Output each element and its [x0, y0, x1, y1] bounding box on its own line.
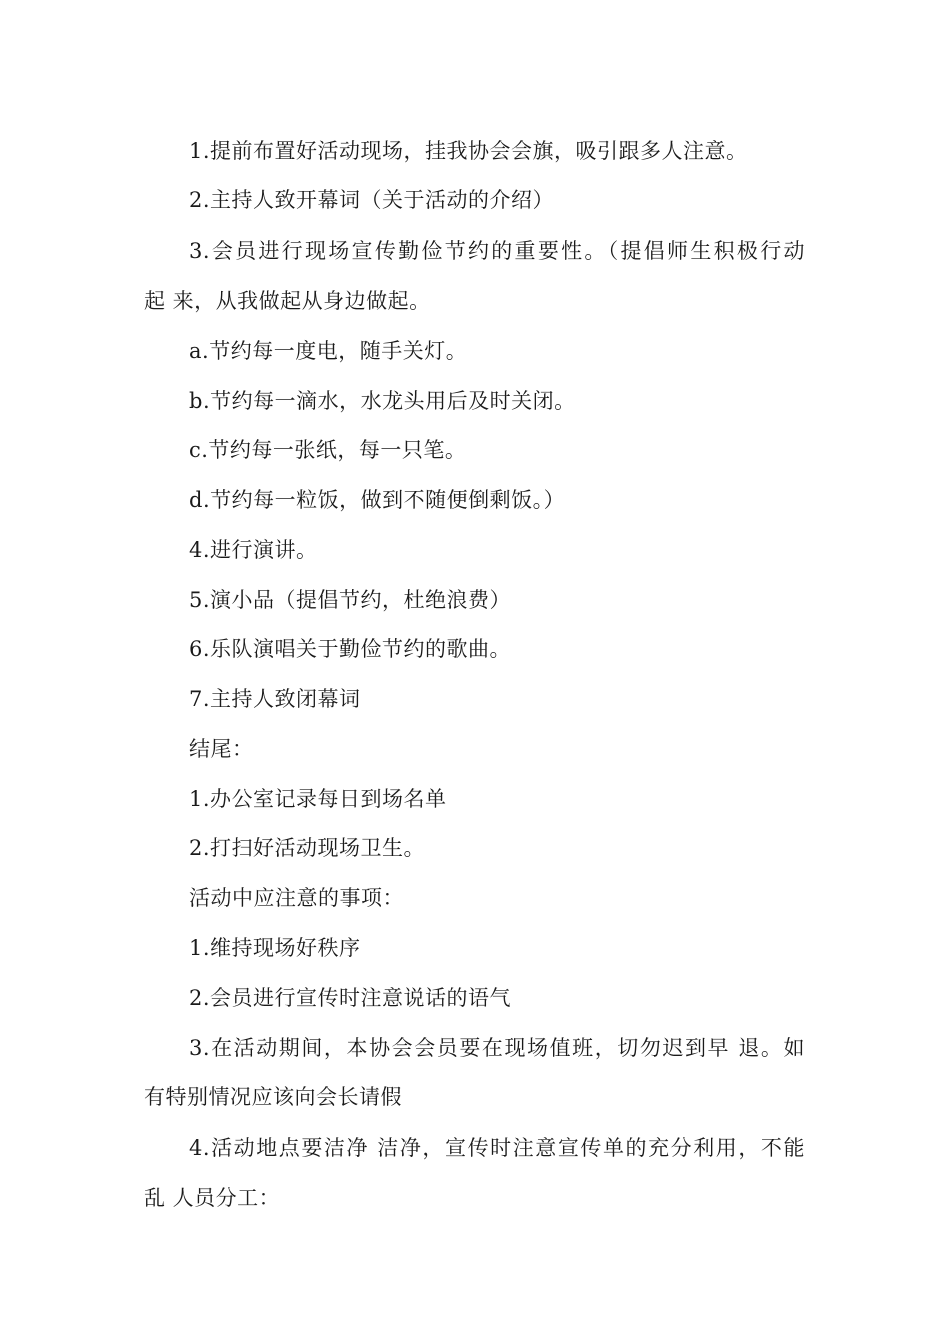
text-line-17: 1.维持现场好秩序 [189, 936, 361, 960]
text-line-4: 起 来，从我做起从身边做起。 [144, 289, 431, 313]
text-line-2: 2.主持人致开幕词（关于活动的介绍） [189, 188, 555, 212]
text-line-13: 结尾： [189, 737, 254, 761]
text-line-20: 有特别情况应该向会长请假 [144, 1085, 402, 1109]
text-line-7: c.节约每一张纸，每一只笔。 [189, 438, 467, 462]
text-line-3: 3.会员进行现场宣传勤俭节约的重要性。（提倡师生积极行动 [189, 239, 805, 263]
text-line-8: d.节约每一粒饭，做到不随便倒剩饭。） [189, 488, 566, 512]
text-line-19: 3.在活动期间，本协会会员要在现场值班，切勿迟到早 退。如 [189, 1036, 805, 1060]
text-line-9: 4.进行演讲。 [189, 538, 318, 562]
text-line-22: 乱 人员分工： [144, 1186, 281, 1210]
text-line-12: 7.主持人致闭幕词 [189, 687, 361, 711]
text-line-14: 1.办公室记录每日到场名单 [189, 787, 447, 811]
text-line-15: 2.打扫好活动现场卫生。 [189, 836, 426, 860]
text-line-21: 4.活动地点要洁净 洁净，宣传时注意宣传单的充分利用，不能 [189, 1136, 805, 1160]
text-line-18: 2.会员进行宣传时注意说话的语气 [189, 986, 512, 1010]
text-line-10: 5.演小品（提倡节约，杜绝浪费） [189, 588, 512, 612]
text-line-11: 6.乐队演唱关于勤俭节约的歌曲。 [189, 637, 512, 661]
text-line-6: b.节约每一滴水，水龙头用后及时关闭。 [189, 389, 576, 413]
text-line-5: a.节约每一度电，随手关灯。 [189, 339, 468, 363]
text-line-16: 活动中应注意的事项： [189, 886, 404, 910]
text-line-1: 1.提前布置好活动现场，挂我协会会旗，吸引跟多人注意。 [189, 139, 748, 163]
